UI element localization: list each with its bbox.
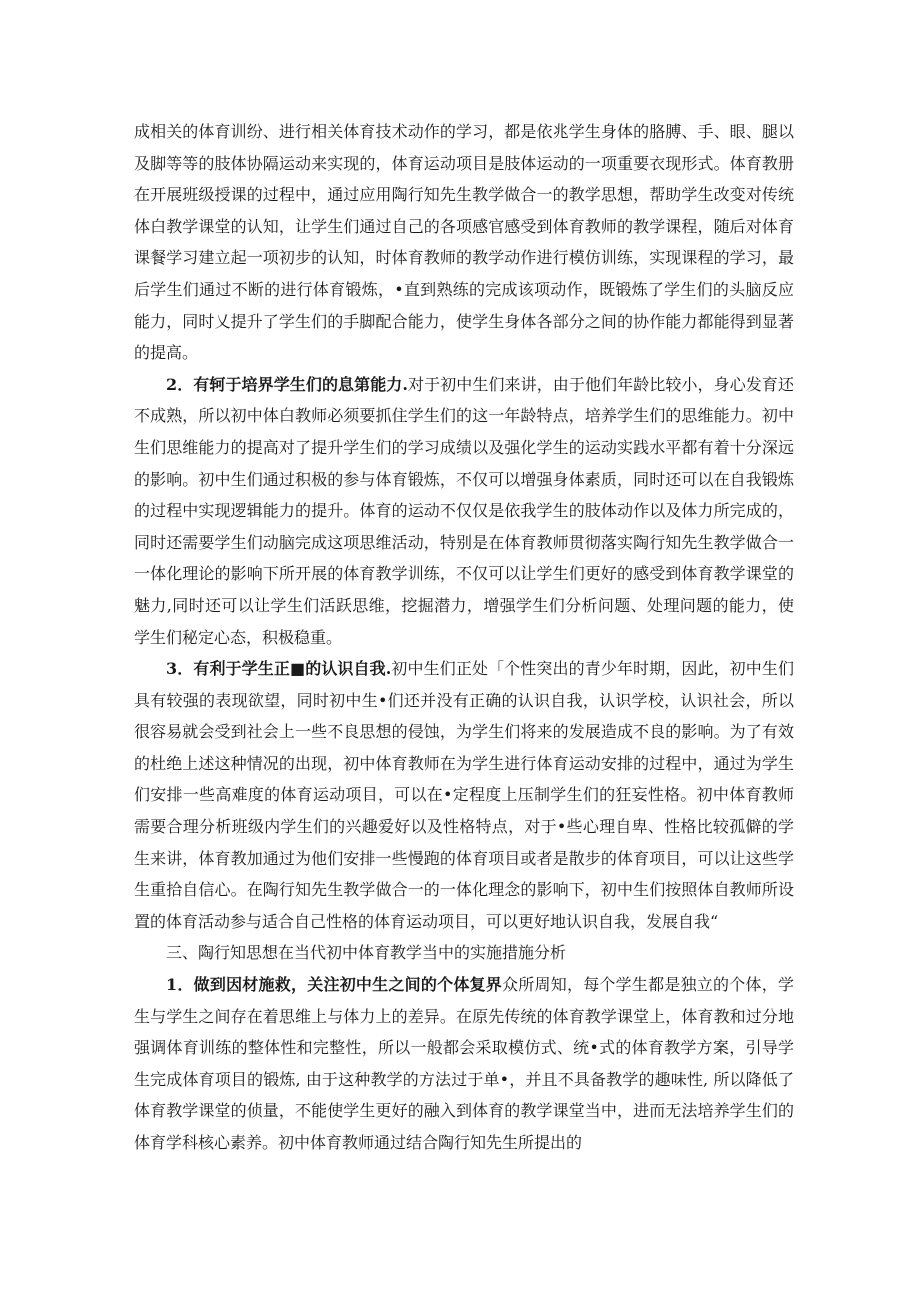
section-title-three [134, 937, 794, 969]
section-heading-2: 2．有轲于培界学生们的息第能力. [166, 374, 408, 394]
paragraph-continuation [134, 116, 794, 369]
paragraph-self-knowledge [134, 653, 794, 937]
paragraph-text: 对于初中生们来讲，由于他们年龄比较小，身心发育还不成熟，所以初中体白教师必须要抓住学生们的这一年龄特点，培养学生们的思维能力。初中生们思维能力的提高对了提升学生们的学习成绩以及强化学生的运动实践水平都有着十分深远的影响。初中生们通过积极的参与体育锻炼，不仅可以增强身体素质，同时还可以在自我锻炼的过程中实现逻辑能力的提升。体育的运动不仅仅是依我学生的肢体动作以及体力所完成的，同时还需要学生们动脑完成这项思维活动，特别是在体育教师贯彻落实陶行知先生教学做合一一体化理论的影响下所开展的体育教学训练，不仅可以让学生们更好的感受到体育教学课堂的魅力,同时还可以让学生们活跃思维，挖掘潜力，增强学生们分析问题、处理问题的能力，使学生们秘定心态，积极稳重。 [134, 374, 794, 647]
section-heading-3: 3．有利于学生正■的认识自我. [166, 659, 392, 679]
section-heading-1: 1．做到因材施救，关注初中生之间的个体复界 [166, 975, 503, 995]
paragraph-text: 成相关的体育训纷、进行相关体育技术动作的学习，都是依兆学生身体的胳膊、手、眼、腿以及脚等等的肢体协隔运动来实现的，体育运动项目是肢体运动的一项重要衣现形式。体育教册在开展班级授课的过程中，通过应用陶行知先生教学做合一的教学思想，帮助学生改变对传统体白教学课堂的认知，让学生们通过自己的各项感官感受到体育教师的教学课程，随后对体育课餐学习建立起一项初步的认知，时体育教师的教学动作进行模仿训练，实现课程的学习，最后学生们通过不断的进行体育锻炼，•直到熟练的完成该项动作，既锻炼了学生们的头脑反应能力，同时乂提升了学生们的手脚配合能力，使学生身体各部分之间的协作能力都能得到显著的提高。 [134, 122, 794, 363]
paragraph-thinking-ability [134, 369, 794, 653]
document-body [134, 116, 794, 1159]
paragraph-text: 众所周知，每个学生都是独立的个体，学生与学生之间存在着思维上与体力上的差异。在原先传统的体育教学课堂上，体育教和过分地强调体育训练的整体性和完整性，所以一般都会采取模仿式、统•式的体育教学方案，引导学生完成体育项目的锻炼, 由于这种教学的方法过于单•，并且不具备教学的趣味性, 所以降低了体育教学课堂的侦量，不能使学生更好的融入到体育的教学课堂当中，进而无法培养学生们的体育学科核心素养。初中体育教师通过结合陶行知先生所提出的 [134, 975, 794, 1152]
paragraph-individual-differences [134, 969, 794, 1159]
section-title-text: 三、陶行知思想在当代初中体育教学当中的实施措施分析 [166, 943, 567, 963]
paragraph-text: 初中生们正处「个性突出的青少年时期，因此，初中生们具有较强的表现欲望，同时初中生•们还并没有正确的认识自我，认识学校，认识社会，所以很容易就会受到社会上一些不良思想的侵蚀，为学生们将来的发展造成不良的影响。为了有效的杜绝上述这种情况的出现，初中体育教师在为学生进行体育运动安排的过程中，通过为学生们安排一些高难度的体育运动项目，可以在•定程度上压制学生们的狂妄性格。初中体育教师需要合理分析班级内学生们的兴趣爱好以及性格特点，对于•些心理自卑、性格比较孤僻的学生来讲，体育教加通过为他们安排一些慢跑的体育项目或者是散步的体育项目，可以让这些学生重拾自信心。在陶行知先生教学做合一的一体化理念的影响下，初中生们按照体自教师所设置的体育活动参与适合自己性格的体育运动项目，可以更好地认识自我，发展自我“ [134, 659, 794, 931]
